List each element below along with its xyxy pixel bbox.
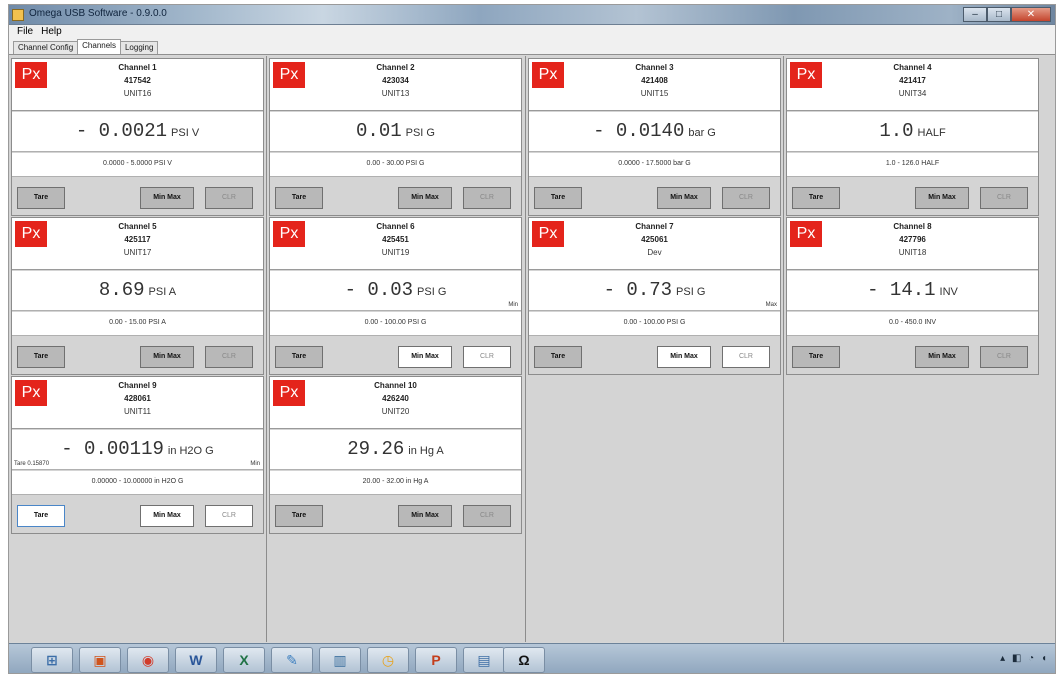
channel-range: 0.00 - 100.00 PSI G <box>623 319 686 326</box>
channel-range: 0.0000 - 5.0000 PSI V <box>103 160 172 167</box>
app-window <box>8 4 1056 674</box>
reading-value-row <box>795 120 1030 142</box>
channel-serial: 421417 <box>899 76 926 85</box>
column-divider <box>783 56 784 642</box>
channel-header <box>787 218 1038 270</box>
reading-unit: PSI G <box>417 286 447 298</box>
channel-name: Channel 7 <box>635 222 674 231</box>
range-row <box>12 312 263 336</box>
px-logo: Px <box>273 62 305 88</box>
minimize-button[interactable]: – <box>963 7 987 22</box>
channel-unit-id: UNIT15 <box>640 89 669 98</box>
range-row <box>12 153 263 177</box>
dock-icon[interactable]: ▥ <box>319 647 361 673</box>
channel-unit-id: UNIT34 <box>898 89 927 98</box>
channel-name: Channel 8 <box>893 222 932 231</box>
minmax-note: Max <box>765 302 777 308</box>
range-row <box>529 312 780 336</box>
tare-button[interactable]: Tare <box>275 346 323 368</box>
tare-button[interactable]: Tare <box>534 187 582 209</box>
channel-serial: 426240 <box>382 394 409 403</box>
minmax-button[interactable]: Min Max <box>140 346 194 368</box>
channel-range: 0.00 - 30.00 PSI G <box>366 160 425 167</box>
channel-name: Channel 2 <box>376 63 415 72</box>
reading-value: 0.01 <box>356 120 402 142</box>
channel-serial: 425451 <box>382 235 409 244</box>
reading-unit: in H2O G <box>167 445 214 457</box>
channel-unit-id: UNIT20 <box>381 407 410 416</box>
reading-value: 29.26 <box>347 438 405 460</box>
tab-bar <box>9 39 1055 55</box>
channel-serial: 425061 <box>641 235 668 244</box>
channel-unit-id: UNIT19 <box>381 248 410 257</box>
clr-button[interactable]: CLR <box>205 187 253 209</box>
powerpoint-icon[interactable]: P <box>415 647 457 673</box>
minmax-button[interactable]: Min Max <box>398 187 452 209</box>
tare-button[interactable]: Tare <box>792 346 840 368</box>
excel-icon[interactable]: X <box>223 647 265 673</box>
channel-unit-id: UNIT18 <box>898 248 927 257</box>
px-logo: Px <box>15 380 47 406</box>
app-icon <box>12 9 24 21</box>
channel-range: 0.00 - 100.00 PSI G <box>364 319 427 326</box>
reading-display <box>270 430 521 470</box>
omega-icon[interactable]: Ω <box>503 647 545 673</box>
minmax-button[interactable]: Min Max <box>398 505 452 527</box>
channel-panel <box>11 58 264 216</box>
channel-unit-id: Dev <box>647 248 662 257</box>
range-row <box>12 471 263 495</box>
window-title: Omega USB Software - 0.9.0.0 <box>29 8 167 19</box>
reading-display <box>270 112 521 152</box>
reading-value: 8.69 <box>98 279 145 301</box>
tare-value-note: Tare 0.15870 <box>14 461 50 467</box>
channel-panel <box>786 58 1039 216</box>
system-tray[interactable]: ▴ ◧ ◔ ◖ <box>1000 653 1049 664</box>
reading-unit: HALF <box>917 127 946 139</box>
title-bar[interactable] <box>9 5 1055 25</box>
channel-unit-id: UNIT11 <box>124 407 151 416</box>
range-row <box>270 153 521 177</box>
tare-button[interactable]: Tare <box>275 505 323 527</box>
clr-button[interactable]: CLR <box>722 187 770 209</box>
channel-range: 0.00000 - 10.00000 in H2O G <box>91 478 184 485</box>
channel-range: 0.0 - 450.0 INV <box>888 319 937 326</box>
channel-serial: 417542 <box>124 76 151 85</box>
maximize-button[interactable]: □ <box>987 7 1011 22</box>
range-row <box>787 153 1038 177</box>
menu-help[interactable]: Help <box>41 26 62 37</box>
channel-header <box>12 59 263 111</box>
channel-range: 0.00 - 15.00 PSI A <box>109 319 166 326</box>
clr-button[interactable]: CLR <box>722 346 770 368</box>
px-logo: Px <box>532 62 564 88</box>
clr-button[interactable]: CLR <box>463 505 511 527</box>
channel-header <box>270 377 521 429</box>
channel-serial: 423034 <box>382 76 409 85</box>
channel-name: Channel 9 <box>118 381 157 390</box>
channel-header <box>12 377 263 429</box>
channel-unit-id: UNIT13 <box>381 89 410 98</box>
channel-panel <box>528 58 781 216</box>
tare-button[interactable]: Tare <box>17 505 65 527</box>
minmax-button[interactable]: Min Max <box>398 346 452 368</box>
channel-header <box>270 218 521 270</box>
reading-display <box>270 271 521 311</box>
reading-value: - 0.0021 <box>75 120 168 142</box>
px-logo: Px <box>15 62 47 88</box>
reading-value-row <box>537 120 772 142</box>
channel-serial: 425117 <box>124 235 151 244</box>
channel-name: Channel 10 <box>374 381 417 390</box>
tare-button[interactable]: Tare <box>792 187 840 209</box>
channel-header <box>529 59 780 111</box>
range-row <box>270 471 521 495</box>
channel-header <box>529 218 780 270</box>
channel-header <box>270 59 521 111</box>
tare-button[interactable]: Tare <box>534 346 582 368</box>
close-button[interactable]: ✕ <box>1011 7 1051 22</box>
paint-icon[interactable]: ✎ <box>271 647 313 673</box>
channel-header <box>787 59 1038 111</box>
range-row <box>270 312 521 336</box>
tare-button[interactable]: Tare <box>275 187 323 209</box>
channel-unit-id: UNIT17 <box>123 248 152 257</box>
channel-panel <box>11 217 264 375</box>
menu-file[interactable]: File <box>17 26 34 37</box>
px-logo: Px <box>790 62 822 88</box>
reading-display <box>787 271 1038 311</box>
clr-button[interactable]: CLR <box>205 505 253 527</box>
reading-unit: PSI V <box>171 127 200 139</box>
column-divider <box>525 56 526 642</box>
channel-serial: 427796 <box>899 235 926 244</box>
word-icon[interactable]: W <box>175 647 217 673</box>
px-logo: Px <box>790 221 822 247</box>
reading-value: - 0.03 <box>344 279 414 301</box>
column-divider <box>266 56 267 642</box>
minmax-button[interactable]: Min Max <box>657 187 711 209</box>
clr-button[interactable]: CLR <box>463 346 511 368</box>
channel-name: Channel 4 <box>893 63 932 72</box>
clr-button[interactable]: CLR <box>463 187 511 209</box>
channel-serial: 428061 <box>124 394 151 403</box>
channel-panel <box>11 376 264 534</box>
range-row <box>529 153 780 177</box>
reading-value: - 0.00119 <box>61 438 164 460</box>
clr-button[interactable]: CLR <box>980 187 1028 209</box>
reading-value: 1.0 <box>879 120 914 142</box>
minmax-button[interactable]: Min Max <box>657 346 711 368</box>
tab-logging[interactable]: Logging <box>120 41 158 54</box>
reading-unit: INV <box>939 286 958 298</box>
reading-value-row <box>795 279 1030 301</box>
menu-bar <box>9 25 1055 39</box>
reading-value-row <box>20 120 255 142</box>
tab-channels[interactable]: Channels <box>77 39 121 54</box>
channel-panel <box>269 376 522 534</box>
px-logo: Px <box>273 221 305 247</box>
reading-value-row <box>278 120 513 142</box>
reading-value-row <box>278 438 513 460</box>
channel-range: 1.0 - 126.0 HALF <box>885 160 940 167</box>
minmax-button[interactable]: Min Max <box>140 187 194 209</box>
reading-value: - 0.0140 <box>593 120 685 142</box>
reading-display <box>12 271 263 311</box>
channel-name: Channel 5 <box>118 222 157 231</box>
channel-panel <box>786 217 1039 375</box>
minmax-button[interactable]: Min Max <box>915 187 969 209</box>
clr-button[interactable]: CLR <box>980 346 1028 368</box>
px-logo: Px <box>273 380 305 406</box>
channel-header <box>12 218 263 270</box>
media-player-icon[interactable]: ▣ <box>79 647 121 673</box>
channel-panel <box>528 217 781 375</box>
reading-display <box>529 112 780 152</box>
tare-button[interactable]: Tare <box>17 346 65 368</box>
channel-panel <box>269 217 522 375</box>
reading-display <box>529 271 780 311</box>
reading-unit: PSI G <box>405 127 435 139</box>
channel-name: Channel 3 <box>635 63 674 72</box>
reading-unit: bar G <box>688 127 716 139</box>
reading-value-row <box>278 279 513 301</box>
channel-name: Channel 1 <box>118 63 157 72</box>
channels-grid <box>9 56 1055 642</box>
minmax-button[interactable]: Min Max <box>140 505 194 527</box>
range-row <box>787 312 1038 336</box>
start-orb-icon[interactable]: ⊞ <box>31 647 73 673</box>
reading-value-row <box>537 279 772 301</box>
taskbar <box>9 643 1055 674</box>
channel-range: 0.0000 - 17.5000 bar G <box>618 160 691 167</box>
minmax-note: Min <box>250 461 260 467</box>
px-logo: Px <box>15 221 47 247</box>
clr-button[interactable]: CLR <box>205 346 253 368</box>
reading-value: - 14.1 <box>867 279 936 301</box>
clock-app-icon[interactable]: ◷ <box>367 647 409 673</box>
reading-unit: in Hg A <box>408 445 444 457</box>
channel-unit-id: UNIT16 <box>123 89 152 98</box>
minmax-button[interactable]: Min Max <box>915 346 969 368</box>
reading-unit: PSI A <box>148 286 177 298</box>
reading-display <box>12 112 263 152</box>
minmax-note: Min <box>508 302 518 308</box>
reading-display <box>12 430 263 470</box>
chrome-icon[interactable]: ◉ <box>127 647 169 673</box>
reading-value-row <box>20 438 255 460</box>
reading-display <box>787 112 1038 152</box>
reading-unit: PSI G <box>676 286 706 298</box>
channel-range: 20.00 - 32.00 in Hg A <box>362 478 429 485</box>
channel-panel <box>269 58 522 216</box>
px-logo: Px <box>532 221 564 247</box>
channel-name: Channel 6 <box>376 222 415 231</box>
window-controls <box>963 7 1051 23</box>
reading-value-row <box>20 279 255 301</box>
tare-button[interactable]: Tare <box>17 187 65 209</box>
remote-desktop-icon[interactable]: ▤ <box>463 647 505 673</box>
channel-serial: 421408 <box>641 76 668 85</box>
reading-value: - 0.73 <box>603 279 673 301</box>
tab-channel-config[interactable]: Channel Config <box>13 41 78 54</box>
